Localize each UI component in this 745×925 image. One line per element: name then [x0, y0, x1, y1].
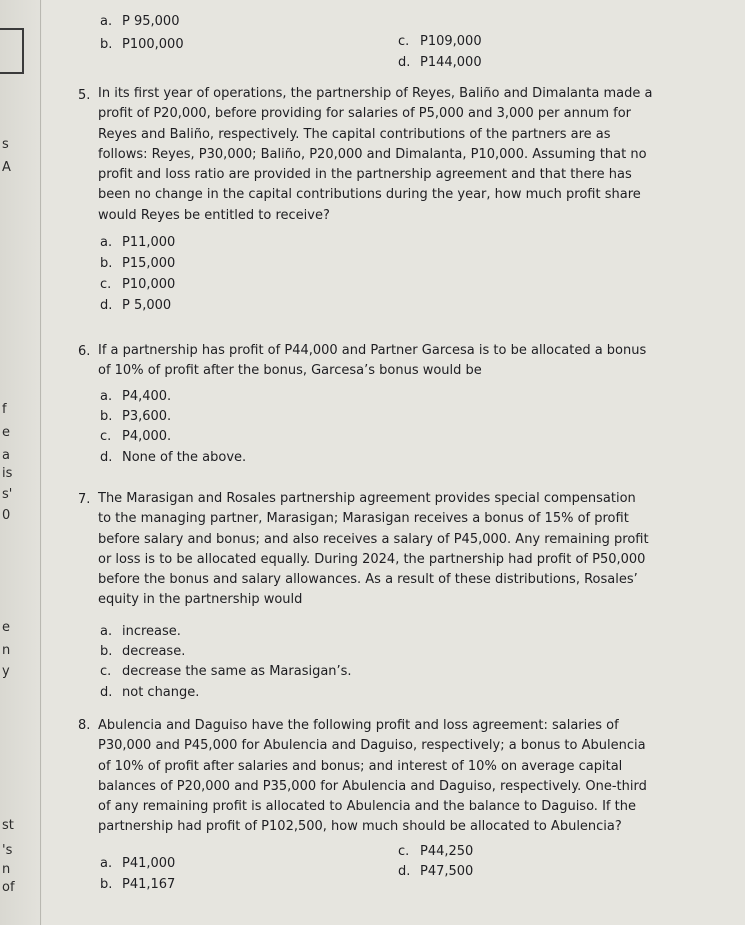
option-b: b. decrease.	[100, 644, 186, 659]
question-number: 7.	[78, 492, 91, 507]
option-a: a. P11,000	[100, 235, 176, 250]
margin-fragment: f	[2, 402, 7, 417]
margin-fragment: s	[2, 137, 9, 152]
margin-fragment: of	[2, 880, 15, 895]
option-c: c. P10,000	[100, 277, 176, 292]
option-a: a. increase.	[100, 624, 181, 639]
option-a: a. P4,400.	[100, 389, 172, 404]
option-c: c. decrease the same as Marasigan’s.	[100, 664, 352, 679]
margin-fragment: 's	[2, 843, 13, 858]
option-c: c. P44,250	[398, 844, 474, 859]
option-d: d. None of the above.	[100, 450, 247, 465]
option-d: d. not change.	[100, 685, 200, 700]
question-number: 5.	[78, 88, 91, 103]
option-b: b. P100,000	[100, 37, 184, 52]
option-c: c. P4,000.	[100, 429, 172, 444]
option-b: b. P41,167	[100, 877, 176, 892]
margin-fragment: n	[2, 643, 11, 658]
question-stem: In its first year of operations, the partnership of Reyes, Baliño and Dimalanta made a profit of P20,000, before providing for salaries of P5,000 and 3,000 per annum for Reyes and Baliño, respectively. The capital contributions of the partners are as follows: Reyes, P30,000; Baliño, P20,000 and Dimalanta, P10,000. Assuming that no profit and loss ratio are provided in the partnership agreement and that there has been no change in the capital contributions during the year, how much profit share would Reyes be entitled to receive?	[98, 86, 653, 223]
margin-fragment: n	[2, 862, 11, 877]
binder-margin	[0, 0, 42, 925]
question-stem: The Marasigan and Rosales partnership agreement provides special compensation to the managing partner, Marasigan; Marasigan receives a bonus of 15% of profit before salary and bonus; and also receives a salary of P45,000. Any remaining profit or loss is to be allocated equally. During 2024, the partnership had profit of P50,000 before the bonus and salary allowances. As a result of these distributions, Rosales’ equity in the partnership would	[98, 491, 649, 608]
option-d: d. P47,500	[398, 864, 474, 879]
margin-fragment: e	[2, 425, 10, 440]
binder-tab	[0, 28, 24, 74]
margin-fragment: is	[2, 466, 13, 481]
option-d: d. P144,000	[398, 55, 482, 70]
margin-fragment: s'	[2, 487, 13, 502]
option-b: b. P15,000	[100, 256, 176, 271]
option-b: b. P3,600.	[100, 409, 172, 424]
margin-fragment: y	[2, 664, 10, 679]
question-number: 6.	[78, 344, 91, 359]
margin-fragment: a	[2, 448, 10, 463]
question-stem: Abulencia and Daguiso have the following profit and loss agreement: salaries of P30,000 and P45,000 for Abulencia and Daguiso, respectively; a bonus to Abulencia of 10% of profit after salaries and bonus; and interest of 10% on average capital balances of P20,000 and P35,000 for Abulencia and Daguiso, respectively. One-third of any remaining profit is allocated to Abulencia and the balance to Daguiso. If the partnership had profit of P102,500, how much should be allocated to Abulencia?	[98, 718, 647, 835]
question-stem: If a partnership has profit of P44,000 and Partner Garcesa is to be allocated a bonus of 10% of profit after the bonus, Garcesa’s bonus would be	[98, 343, 647, 379]
question-number: 8.	[78, 718, 91, 733]
margin-fragment: A	[2, 160, 11, 175]
margin-fragment: 0	[2, 508, 11, 523]
margin-fragment: e	[2, 620, 10, 635]
option-a: a. P 95,000	[100, 14, 180, 29]
option-d: d. P 5,000	[100, 298, 172, 313]
margin-fragment: st	[2, 818, 14, 833]
option-a: a. P41,000	[100, 856, 176, 871]
binder-line	[40, 0, 41, 925]
option-c: c. P109,000	[398, 34, 482, 49]
